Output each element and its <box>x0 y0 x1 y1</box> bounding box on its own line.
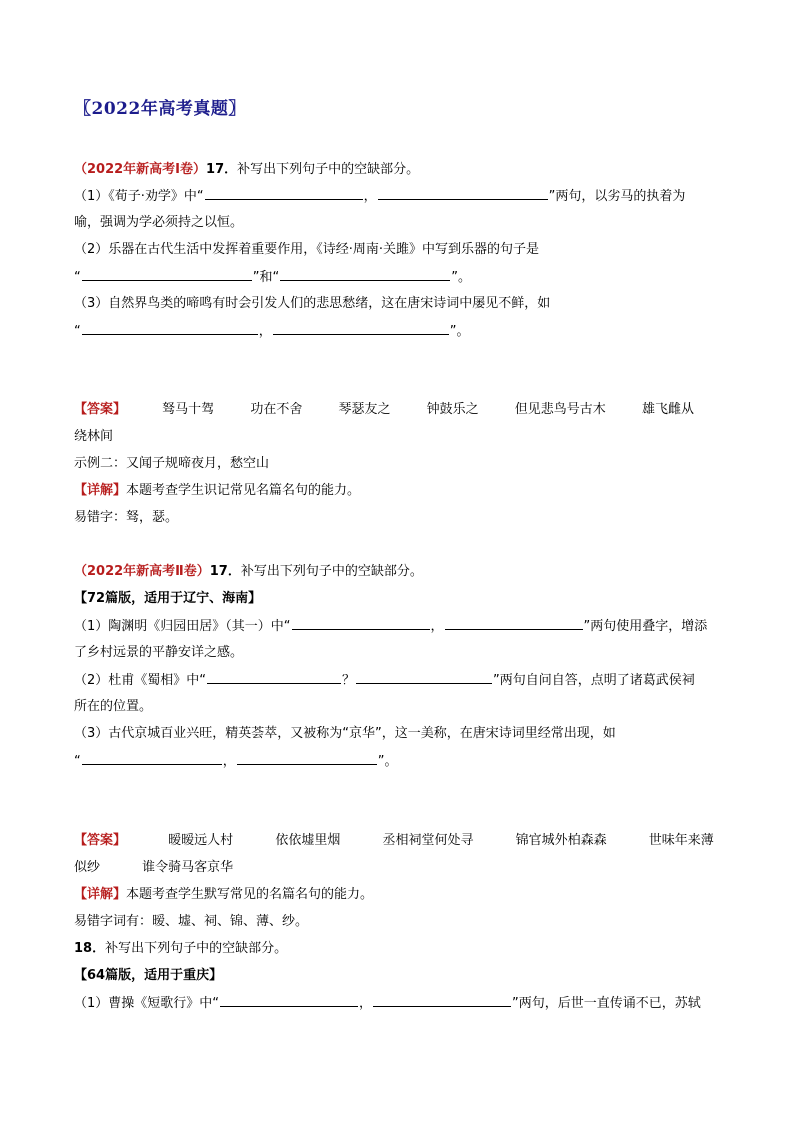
separator: ？ <box>342 673 356 688</box>
a2-typo: 易错字词有：暧、墟、祠、锦、薄、纱。 <box>74 914 309 929</box>
q2-item2-line2: 所在的位置。 <box>74 699 153 714</box>
q3-header <box>74 939 287 959</box>
q1-item1-text-a: （1）《荀子·劝学》中“ <box>74 189 204 204</box>
answer-item: 似纱 <box>74 860 101 875</box>
quote-close: ”。 <box>451 270 471 285</box>
q2-header <box>74 562 423 582</box>
a2-answer-row2 <box>74 858 233 878</box>
a1-detail <box>74 481 360 501</box>
a2-detail <box>74 885 373 905</box>
fill-blank[interactable] <box>82 321 258 335</box>
q3-item1-line1 <box>74 993 701 1014</box>
answer-item: 但见悲鸟号古木 <box>514 402 606 417</box>
fill-blank[interactable] <box>82 751 222 765</box>
q2-item2-text-a: （2）杜甫《蜀相》中“ <box>74 673 207 688</box>
quote-open: “ <box>74 270 81 285</box>
fill-blank[interactable] <box>220 993 358 1007</box>
q3-version: 【64篇版，适用于重庆】 <box>74 968 223 983</box>
fill-blank[interactable] <box>445 616 583 630</box>
q1-source: （2022年新高考Ⅰ卷） <box>74 162 207 177</box>
separator: ”和“ <box>252 270 280 285</box>
q2-prompt: 补写出下列句子中的空缺部分。 <box>240 564 423 579</box>
q2-item1-text-b: ”两句使用叠字，增添 <box>583 619 708 634</box>
separator: ， <box>363 189 377 204</box>
a1-answer-cont: 绕林间 <box>74 429 114 444</box>
q1-header <box>74 160 419 180</box>
q1-prompt: 补写出下列句子中的空缺部分。 <box>237 162 420 177</box>
quote-close: ”。 <box>377 754 398 769</box>
separator: ， <box>359 996 373 1011</box>
answer-item: 丞相祠堂何处寻 <box>382 833 474 848</box>
fill-blank[interactable] <box>292 616 430 630</box>
fill-blank[interactable] <box>356 670 492 684</box>
detail-text: 本题考查学生默写常见的名篇名句的能力。 <box>126 887 374 902</box>
detail-label: 【详解】 <box>74 887 127 902</box>
q2-item1-text-a: （1）陶渊明《归园田居》（其一）中“ <box>74 619 291 634</box>
separator: ， <box>430 619 444 634</box>
answer-item: 驽马十驾 <box>162 402 215 417</box>
detail-text: 本题考查学生识记常见名篇名句的能力。 <box>126 483 361 498</box>
a1-typo: 易错字：驽，瑟。 <box>74 510 179 525</box>
q2-number: 17． <box>209 564 241 579</box>
fill-blank[interactable] <box>237 751 377 765</box>
quote-open: “ <box>74 324 81 339</box>
q1-item3-line1: （3）自然界鸟类的啼鸣有时会引发人们的悲思愁绪，这在唐宋诗词中屡见不鲜，如 <box>74 296 551 311</box>
fill-blank[interactable] <box>205 186 363 200</box>
answer-item: 锦官城外柏森森 <box>515 833 607 848</box>
q1-item1-line2: 喻，强调为学必须持之以恒。 <box>74 215 244 230</box>
q2-item1-line1 <box>74 616 707 637</box>
fill-blank[interactable] <box>273 321 449 335</box>
q1-item1-text-b: ”两句，以劣马的执着为 <box>548 189 686 204</box>
detail-label: 【详解】 <box>74 483 127 498</box>
q2-item3-line2 <box>74 751 398 772</box>
q3-number: 18． <box>74 941 106 956</box>
answer-item: 功在不舍 <box>250 402 303 417</box>
separator: ， <box>258 324 272 339</box>
quote-close: ”。 <box>449 324 470 339</box>
page-title: 〖2022年高考真题〗 <box>74 99 246 119</box>
fill-blank[interactable] <box>373 993 511 1007</box>
answer-item: 琴瑟友之 <box>338 402 391 417</box>
q1-item2-line2 <box>74 267 471 288</box>
q1-item1-line1 <box>74 186 685 207</box>
quote-open: “ <box>74 754 81 769</box>
q2-item1-line2: 了乡村远景的平静安详之感。 <box>74 645 244 660</box>
answer-item: 世味年来薄 <box>648 833 714 848</box>
q2-source: （2022年新高考Ⅱ卷） <box>74 564 210 579</box>
a1-answer-row <box>74 400 694 420</box>
q3-item1-text-a: （1）曹操《短歌行》中“ <box>74 996 220 1011</box>
fill-blank[interactable] <box>378 186 548 200</box>
a1-example: 示例二：又闻子规啼夜月，愁空山 <box>74 456 270 471</box>
q1-item3-line2 <box>74 321 470 342</box>
a2-answer-row <box>74 831 714 851</box>
q3-prompt: 补写出下列句子中的空缺部分。 <box>105 941 288 956</box>
fill-blank[interactable] <box>207 670 341 684</box>
answer-item: 暧暧远人村 <box>168 833 234 848</box>
separator: ， <box>222 754 236 769</box>
q1-number: 17． <box>206 162 238 177</box>
answer-item: 依依墟里烟 <box>275 833 341 848</box>
q2-item3-line1: （3）古代京城百业兴旺，精英荟萃，又被称为“京华”，这一美称，在唐宋诗词里经常出现，如 <box>74 726 616 741</box>
fill-blank[interactable] <box>280 267 450 281</box>
answer-label: 【答案】 <box>74 833 127 848</box>
fill-blank[interactable] <box>82 267 252 281</box>
answer-item: 钟鼓乐之 <box>426 402 479 417</box>
answer-item: 雄飞雌从 <box>641 402 694 417</box>
q1-item2-line1: （2）乐器在古代生活中发挥着重要作用，《诗经·周南·关雎》中写到乐器的句子是 <box>74 242 540 257</box>
answer-label: 【答案】 <box>74 402 127 417</box>
answer-item: 谁令骑马客京华 <box>142 860 234 875</box>
q2-item2-line1 <box>74 670 695 691</box>
q2-version: 【72篇版，适用于辽宁、海南】 <box>74 591 262 606</box>
q2-item2-text-b: ”两句自问自答，点明了诸葛武侯祠 <box>493 673 695 688</box>
q3-item1-text-b: ”两句，后世一直传诵不已，苏轼 <box>512 996 701 1011</box>
